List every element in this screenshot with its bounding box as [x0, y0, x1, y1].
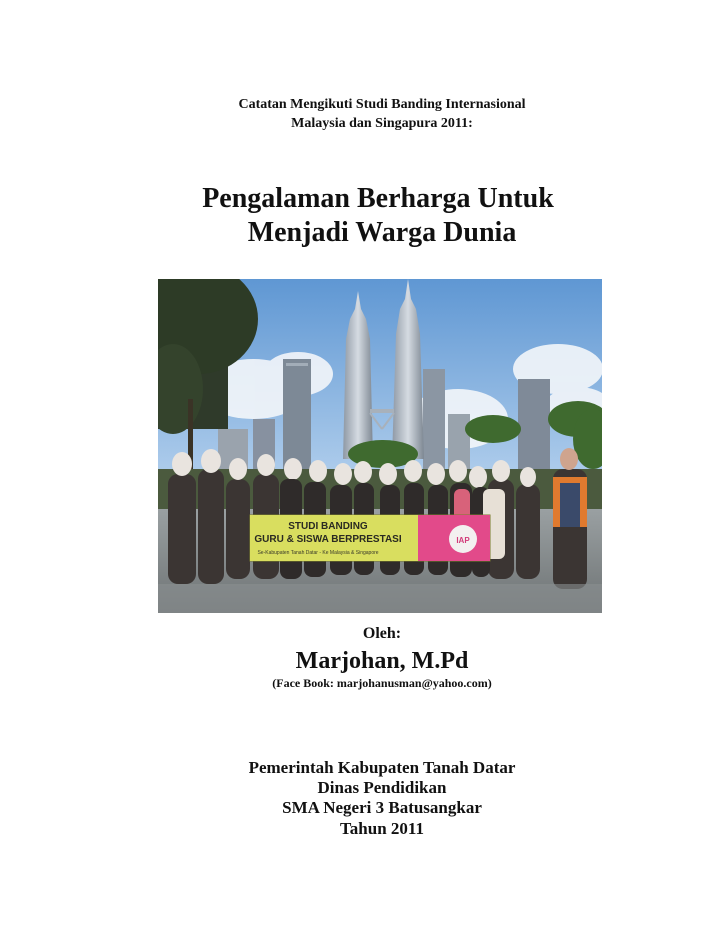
document-title-line-2: Menjadi Warga Dunia: [247, 217, 517, 248]
author-label: Oleh:: [362, 625, 402, 642]
group-banner: [250, 515, 490, 561]
banner-logo-text: IAP: [456, 536, 470, 545]
institution-line-4: Tahun 2011: [340, 819, 424, 838]
document-title-line-1: Pengalaman Berharga Untuk: [202, 183, 554, 214]
author-contact: (Face Book: marjohanusman@yahoo.com): [272, 676, 492, 690]
document-subtitle-line-1: Catatan Mengikuti Studi Banding Internasional: [238, 97, 526, 112]
author-name: Marjohan, M.Pd: [295, 648, 469, 674]
institution-line-2: Dinas Pendidikan: [317, 778, 447, 797]
banner-title: STUDI BANDING: [288, 521, 368, 532]
group-photo: [158, 279, 602, 613]
institution-line-3: SMA Negeri 3 Batusangkar: [282, 798, 482, 817]
banner-subtitle: GURU & SISWA BERPRESTASI: [254, 534, 402, 545]
institution-line-1: Pemerintah Kabupaten Tanah Datar: [248, 758, 516, 777]
banner-caption: Se-Kabupaten Tanah Datar - Ke Malaysia & Singapore: [257, 550, 379, 556]
document-subtitle-line-2: Malaysia dan Singapura 2011:: [291, 116, 473, 131]
